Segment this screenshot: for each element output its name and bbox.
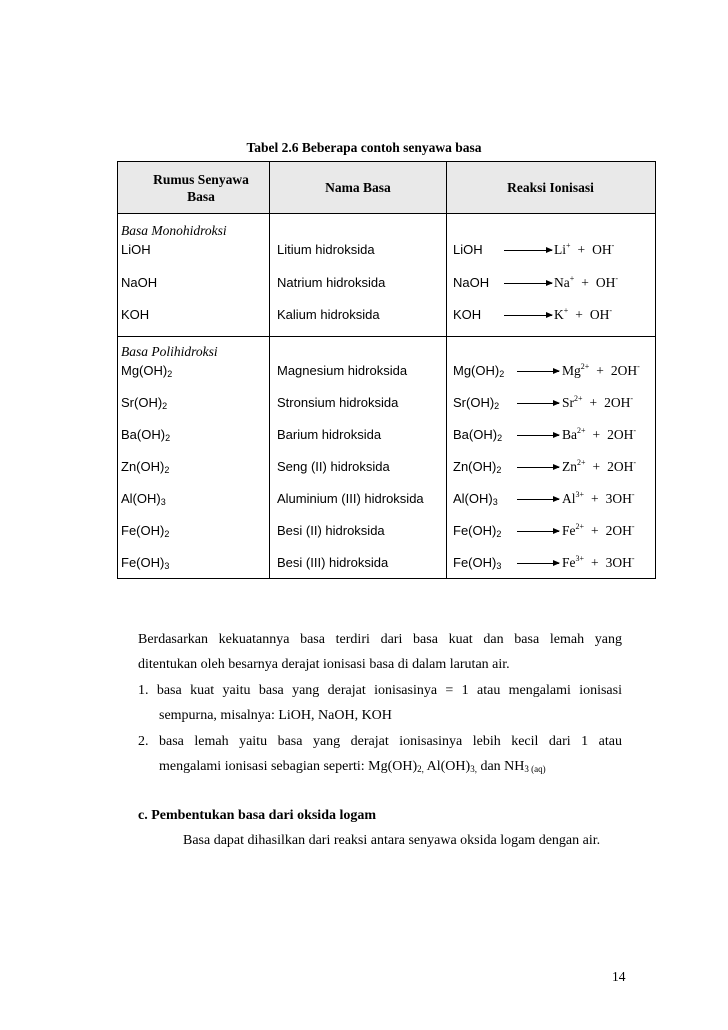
row-base-name: Seng (II) hidroksida: [277, 459, 390, 474]
cation-symbol: Al: [562, 491, 576, 506]
plus-sign: +: [577, 242, 586, 257]
hydroxide-charge: -: [631, 490, 635, 499]
item2-text-b: Al(OH): [423, 759, 471, 774]
row-base-name: Litium hidroksida: [277, 242, 375, 257]
hydroxide-charge: -: [615, 274, 619, 283]
formula-subscript: 2: [165, 433, 171, 443]
cation-symbol: Sr: [562, 395, 575, 410]
row-products: [554, 274, 618, 291]
cation-charge: 3+: [575, 554, 585, 563]
row-products: [562, 490, 635, 507]
group-divider: [118, 336, 655, 337]
hydroxide-charge: -: [611, 241, 615, 250]
page-number: 14: [612, 969, 626, 984]
reaction-arrow: [517, 531, 559, 532]
row-reactant: [453, 395, 499, 411]
plus-sign: +: [591, 491, 599, 506]
cation-charge: 2+: [580, 362, 590, 371]
formula-subscript: 2: [167, 369, 173, 379]
row-reactant: [453, 363, 504, 379]
list-item-2-line-1: 2. basa lemah yaitu basa yang derajat ionisasinya lebih kecil dari 1 atau: [138, 734, 622, 749]
row-base-name: Stronsium hidroksida: [277, 395, 399, 410]
reaction-arrow: [504, 315, 552, 316]
cation-charge: 2+: [577, 426, 586, 435]
reactant-subscript: 2: [496, 465, 502, 475]
bases-table: [117, 161, 656, 579]
hydroxide-coefficient: 2: [610, 363, 618, 378]
formula-subscript: 3: [164, 561, 170, 571]
reactant-subscript: 2: [496, 529, 502, 539]
reactant-text: Fe(OH): [453, 523, 497, 538]
section-heading-c: c. Pembentukan basa dari oksida logam: [138, 808, 377, 823]
reactant-subscript: 2: [494, 401, 500, 411]
reactant-text: Al(OH): [453, 491, 493, 506]
reaction-arrow: [517, 467, 559, 468]
row-reactant: [453, 491, 498, 507]
row-products: [562, 426, 636, 443]
plus-sign: +: [596, 363, 604, 378]
plus-sign: +: [581, 275, 589, 290]
reaction-arrow: [517, 371, 559, 372]
formula-text: NaOH: [121, 275, 158, 290]
hydroxide-charge: -: [633, 458, 637, 467]
formula-text: Fe(OH): [121, 523, 165, 538]
row-formula: [121, 275, 157, 290]
row-formula: [121, 307, 149, 322]
hydroxide-charge: -: [631, 522, 635, 531]
row-reactant: [453, 242, 483, 257]
plus-sign: +: [591, 523, 599, 538]
hydroxide-charge: -: [630, 394, 634, 403]
reactant-text: Zn(OH): [453, 459, 497, 474]
reaction-arrow: [504, 283, 552, 284]
cation-symbol: Fe: [562, 555, 576, 570]
formula-text: Zn(OH): [121, 459, 165, 474]
group-label-poli: Basa Polihidroksi: [121, 344, 218, 359]
row-base-name: Besi (III) hidroksida: [277, 555, 389, 570]
header-name: Nama Basa: [325, 180, 391, 195]
hydroxide-symbol: OH: [613, 427, 634, 442]
item2-text-c: dan NH: [476, 759, 525, 774]
column-divider-2: [446, 162, 447, 578]
hydroxide-coefficient: 3: [605, 491, 613, 506]
row-products: [554, 241, 614, 258]
hydroxide-charge: -: [609, 306, 613, 315]
hydroxide-symbol: OH: [610, 395, 631, 410]
row-reactant: [453, 427, 502, 443]
row-base-name: Besi (II) hidroksida: [277, 523, 385, 538]
formula-text: Fe(OH): [121, 555, 165, 570]
row-formula: [121, 395, 167, 411]
reaction-arrow: [517, 563, 559, 564]
row-base-name: Magnesium hidroksida: [277, 363, 408, 378]
hydroxide-coefficient: 2: [607, 427, 614, 442]
paragraph-1-line-2: ditentukan oleh besarnya derajat ionisasi basa di dalam larutan air.: [138, 657, 510, 672]
row-base-name: Natrium hidroksida: [277, 275, 386, 290]
reaction-arrow: [517, 499, 559, 500]
plus-sign: +: [575, 307, 583, 322]
row-base-name: Aluminium (III) hidroksida: [277, 491, 424, 506]
formula-subscript: 2: [162, 401, 168, 411]
formula-text: Ba(OH): [121, 427, 166, 442]
formula-subscript: 2: [164, 465, 170, 475]
reactant-subscript: 3: [496, 561, 502, 571]
reactant-text: Mg(OH): [453, 363, 500, 378]
cation-symbol: Ba: [562, 427, 577, 442]
reaction-arrow: [517, 403, 559, 404]
list-item-1-line-1: 1. basa kuat yaitu basa yang derajat ionisasinya = 1 atau mengalami ionisasi: [138, 683, 622, 698]
formula-text: Sr(OH): [121, 395, 163, 410]
reactant-subscript: 3: [492, 497, 498, 507]
item2-sub-b: 3,: [470, 764, 477, 774]
row-formula: [121, 242, 151, 257]
row-formula: [121, 555, 169, 571]
cation-charge: 2+: [575, 522, 585, 531]
reactant-text: Fe(OH): [453, 555, 497, 570]
hydroxide-symbol: OH: [592, 242, 612, 257]
cation-charge: 3+: [575, 490, 585, 499]
header-formula: [126, 171, 276, 205]
reactant-text: Ba(OH): [453, 427, 498, 442]
row-reactant: [453, 459, 501, 475]
plus-sign: +: [591, 555, 599, 570]
cation-symbol: K: [554, 307, 564, 322]
reactant-text: LiOH: [453, 242, 483, 257]
paragraph-1-line-1: Berdasarkan kekuatannya basa terdiri dari basa kuat dan basa lemah yang: [138, 632, 622, 647]
row-formula: [121, 491, 166, 507]
reactant-text: NaOH: [453, 275, 490, 290]
hydroxide-charge: -: [637, 362, 640, 371]
row-products: [562, 554, 635, 571]
cation-charge: +: [563, 306, 569, 315]
row-base-name: Kalium hidroksida: [277, 307, 380, 322]
reaction-arrow: [517, 435, 559, 436]
formula-subscript: 2: [164, 529, 170, 539]
hydroxide-symbol: OH: [612, 491, 632, 506]
formula-text: KOH: [121, 307, 150, 322]
cation-symbol: Mg: [562, 363, 581, 378]
formula-subscript: 3: [160, 497, 166, 507]
hydroxide-coefficient: 2: [604, 395, 611, 410]
hydroxide-symbol: OH: [589, 307, 610, 322]
hydroxide-symbol: OH: [595, 275, 616, 290]
row-products: [562, 394, 633, 411]
header-formula-line2: Basa: [187, 189, 215, 204]
plus-sign: +: [592, 459, 601, 474]
row-formula: [121, 523, 169, 539]
row-reactant: [453, 275, 489, 290]
row-formula: [121, 459, 169, 475]
header-formula-line1: Rumus Senyawa: [153, 172, 249, 187]
hydroxide-coefficient: 2: [605, 523, 613, 538]
cation-symbol: Na: [554, 275, 570, 290]
cation-charge: 2+: [574, 394, 583, 403]
row-reactant: [453, 523, 501, 539]
hydroxide-symbol: OH: [617, 363, 638, 378]
group-label-mono: Basa Monohidroksi: [121, 223, 227, 238]
table-caption: Tabel 2.6 Beberapa contoh senyawa basa: [246, 140, 482, 155]
reactant-text: Sr(OH): [453, 395, 495, 410]
header-reaction: Reaksi Ionisasi: [507, 180, 594, 195]
row-reactant: [453, 307, 481, 322]
row-products: [562, 458, 636, 475]
column-divider-1: [269, 162, 270, 578]
row-products: [554, 306, 612, 323]
formula-text: Mg(OH): [121, 363, 168, 378]
hydroxide-symbol: OH: [613, 459, 634, 474]
hydroxide-symbol: OH: [612, 555, 632, 570]
reaction-arrow: [504, 250, 552, 251]
paragraph-2: Basa dapat dihasilkan dari reaksi antara senyawa oksida logam dengan air.: [183, 833, 601, 848]
hydroxide-coefficient: 3: [605, 555, 613, 570]
formula-text: Al(OH): [121, 491, 161, 506]
cation-charge: 2+: [577, 458, 586, 467]
row-products: [562, 522, 635, 539]
cation-symbol: Zn: [562, 459, 577, 474]
cation-charge: +: [566, 241, 571, 250]
hydroxide-coefficient: 2: [607, 459, 614, 474]
item2-text-a: mengalami ionisasi sebagian seperti: Mg(OH): [159, 759, 418, 774]
reactant-subscript: 2: [497, 433, 503, 443]
reactant-subscript: 2: [499, 369, 505, 379]
hydroxide-symbol: OH: [612, 523, 632, 538]
cation-charge: +: [569, 274, 575, 283]
cation-symbol: Li: [554, 242, 566, 257]
hydroxide-charge: -: [631, 554, 635, 563]
row-formula: [121, 363, 172, 379]
hydroxide-charge: -: [633, 426, 637, 435]
formula-text: LiOH: [121, 242, 151, 257]
plus-sign: +: [592, 427, 601, 442]
item2-sub-c: 3 (aq): [524, 764, 546, 774]
item2-sub-a: 2,: [417, 764, 424, 774]
row-formula: [121, 427, 170, 443]
row-products: [562, 362, 640, 379]
reactant-text: KOH: [453, 307, 482, 322]
cation-symbol: Fe: [562, 523, 576, 538]
list-item-2-line-2: [159, 759, 546, 775]
row-reactant: [453, 555, 501, 571]
plus-sign: +: [589, 395, 598, 410]
row-base-name: Barium hidroksida: [277, 427, 382, 442]
list-item-1-line-2: sempurna, misalnya: LiOH, NaOH, KOH: [159, 708, 392, 723]
